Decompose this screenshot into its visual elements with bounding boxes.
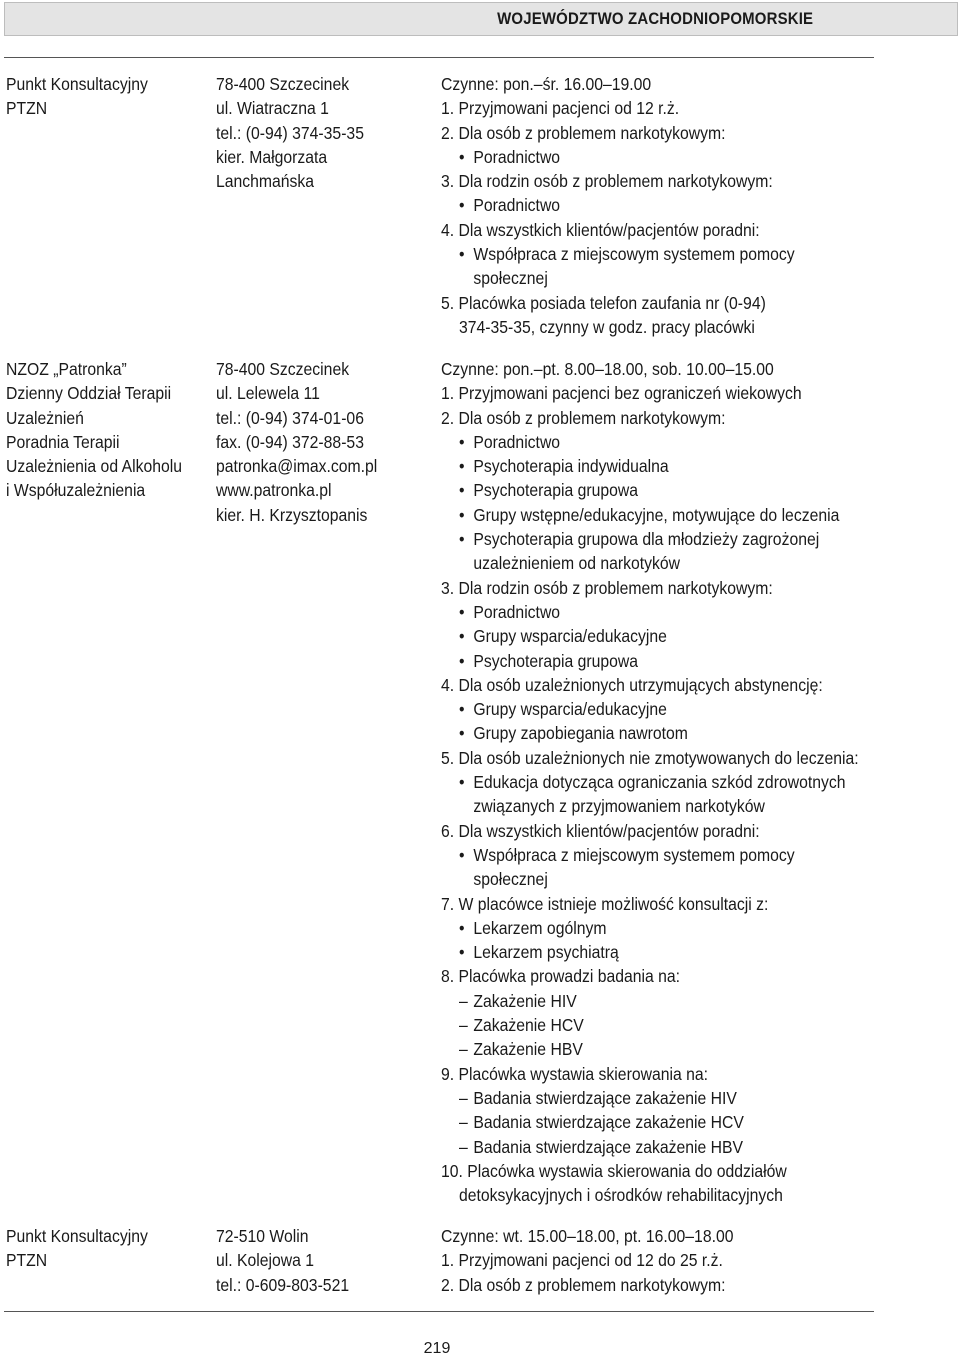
detail-line: 5. Dla osób uzależnionych nie zmotywowanych do leczenia: — [441, 747, 859, 768]
detail-line: 3. Dla rodzin osób z problemem narkotykowym: — [441, 577, 773, 598]
detail-line: 1. Przyjmowani pacjenci bez ograniczeń wiekowych — [441, 383, 802, 404]
name-line: PTZN — [6, 98, 48, 119]
detail-line: 1. Przyjmowani pacjenci od 12 r.ż. — [441, 98, 680, 119]
name-line: i Współuzależnienia — [6, 480, 146, 501]
name-line: NZOZ „Patronka” — [6, 359, 127, 379]
bullet-item: • Grupy wsparcia/edukacyjne — [459, 699, 667, 720]
contact-line: kier. Małgorzata — [216, 146, 328, 167]
region-title: WOJEWÓDZTWO ZACHODNIOPOMORSKIE — [496, 9, 813, 28]
detail-line: 3. Dla rodzin osób z problemem narkotykowym: — [441, 171, 773, 192]
detail-line: 10. Placówka wystawia skierowania do oddziałów — [441, 1160, 787, 1181]
name-line: Uzależnienia od Alkoholu — [6, 456, 183, 477]
bullet-item: • Psychoterapia grupowa — [459, 480, 639, 501]
contact-line: kier. H. Krzysztopanis — [216, 504, 368, 525]
facility-name — [6, 357, 211, 503]
facility-name — [6, 1224, 211, 1273]
bullet-item: • Grupy wstępne/edukacyjne, motywujące do leczenia — [459, 504, 840, 525]
divider — [4, 57, 874, 58]
bullet-item: • Psychoterapia grupowa — [459, 650, 639, 671]
hours-line: Czynne: wt. 15.00–18.00, pt. 16.00–18.00 — [441, 1226, 734, 1246]
bullet-item: • Poradnictwo — [459, 146, 561, 167]
dash-item: – Zakażenie HCV — [459, 1015, 584, 1036]
contact-line: tel.: 0-609-803-521 — [216, 1274, 350, 1295]
detail-line: 7. W placówce istnieje możliwość konsultacji z: — [441, 893, 769, 914]
bullet-item: • Psychoterapia indywidualna — [459, 456, 669, 477]
dash-item: – Zakażenie HIV — [459, 990, 577, 1011]
bullet-item: • Lekarzem ogólnym — [459, 917, 607, 938]
continuation-line: uzależnieniem od narkotyków — [473, 553, 681, 574]
continuation-line: detoksykacyjnych i ośrodków rehabilitacyjnych — [459, 1185, 783, 1206]
region-header — [4, 2, 958, 36]
divider — [4, 1311, 874, 1312]
name-line: Uzależnień — [6, 407, 84, 428]
name-line: Punkt Konsultacyjny — [6, 74, 148, 94]
name-line: Punkt Konsultacyjny — [6, 1226, 148, 1246]
name-line: Dzienny Oddział Terapii — [6, 383, 172, 404]
facility-details — [441, 72, 881, 339]
contact-line: ul. Lelewela 11 — [216, 383, 320, 404]
contact-line: ul. Kolejowa 1 — [216, 1250, 315, 1271]
dash-item: – Badania stwierdzające zakażenie HBV — [459, 1136, 744, 1157]
detail-line: 2. Dla osób z problemem narkotykowym: — [441, 1274, 726, 1295]
detail-line: 9. Placówka wystawia skierowania na: — [441, 1063, 709, 1084]
detail-line: 4. Dla wszystkich klientów/pacjentów poradni: — [441, 219, 760, 240]
dash-item: – Zakażenie HBV — [459, 1039, 583, 1060]
email-link[interactable]: patronka@imax.com.pl — [216, 456, 378, 477]
contact-line: 78-400 Szczecinek — [216, 359, 350, 379]
detail-line: 2. Dla osób z problemem narkotykowym: — [441, 122, 726, 143]
facility-contact — [216, 357, 421, 527]
detail-line: 8. Placówka prowadzi badania na: — [441, 966, 681, 987]
hours-line: Czynne: pon.–pt. 8.00–18.00, sob. 10.00–15.00 — [441, 359, 774, 379]
website-link[interactable]: www.patronka.pl — [216, 480, 332, 501]
contact-line: 78-400 Szczecinek — [216, 74, 350, 94]
bullet-item: • Lekarzem psychiatrą — [459, 942, 619, 963]
hours-line: Czynne: pon.–śr. 16.00–19.00 — [441, 74, 652, 94]
contact-line: tel.: (0-94) 374-35-35 — [216, 122, 364, 143]
bullet-item: • Poradnictwo — [459, 431, 561, 452]
bullet-item: • Edukacja dotycząca ograniczania szkód zdrowotnych — [459, 772, 846, 793]
bullet-item: • Poradnictwo — [459, 601, 561, 622]
detail-line: 2. Dla osób z problemem narkotykowym: — [441, 407, 726, 428]
continuation-line: 374-35-35, czynny w godz. pracy placówki — [459, 316, 755, 337]
contact-line: fax. (0-94) 372-88-53 — [216, 431, 364, 452]
bullet-item: • Grupy zapobiegania nawrotom — [459, 723, 688, 744]
contact-line: 72-510 Wolin — [216, 1226, 309, 1246]
bullet-item: • Psychoterapia grupowa dla młodzieży zagrożonej — [459, 529, 820, 550]
bullet-item: • Współpraca z miejscowym systemem pomocy — [459, 244, 795, 265]
facility-contact — [216, 72, 421, 193]
name-line: Poradnia Terapii — [6, 431, 120, 452]
bullet-item: • Współpraca z miejscowym systemem pomocy — [459, 844, 795, 865]
detail-line: 1. Przyjmowani pacjenci od 12 do 25 r.ż. — [441, 1250, 723, 1271]
facility-details — [441, 357, 881, 1207]
facility-contact — [216, 1224, 421, 1297]
dash-item: – Badania stwierdzające zakażenie HCV — [459, 1112, 744, 1133]
contact-line: ul. Wiatraczna 1 — [216, 98, 329, 119]
contact-line: tel.: (0-94) 374-01-06 — [216, 407, 364, 428]
facility-details — [441, 1224, 881, 1297]
continuation-line: społecznej — [473, 268, 548, 289]
detail-line: 4. Dla osób uzależnionych utrzymujących abstynencję: — [441, 674, 823, 695]
bullet-item: • Grupy wsparcia/edukacyjne — [459, 626, 667, 647]
page-number: 219 — [423, 1340, 451, 1357]
dash-item: – Badania stwierdzające zakażenie HIV — [459, 1087, 737, 1108]
bullet-item: • Poradnictwo — [459, 195, 561, 216]
continuation-line: społecznej — [473, 869, 548, 890]
continuation-line: związanych z przyjmowaniem narkotyków — [473, 796, 765, 817]
detail-line: 5. Placówka posiada telefon zaufania nr (0-94) — [441, 292, 766, 313]
name-line: PTZN — [6, 1250, 48, 1271]
detail-line: 6. Dla wszystkich klientów/pacjentów poradni: — [441, 820, 760, 841]
contact-line: Lanchmańska — [216, 171, 315, 192]
facility-name — [6, 72, 211, 121]
